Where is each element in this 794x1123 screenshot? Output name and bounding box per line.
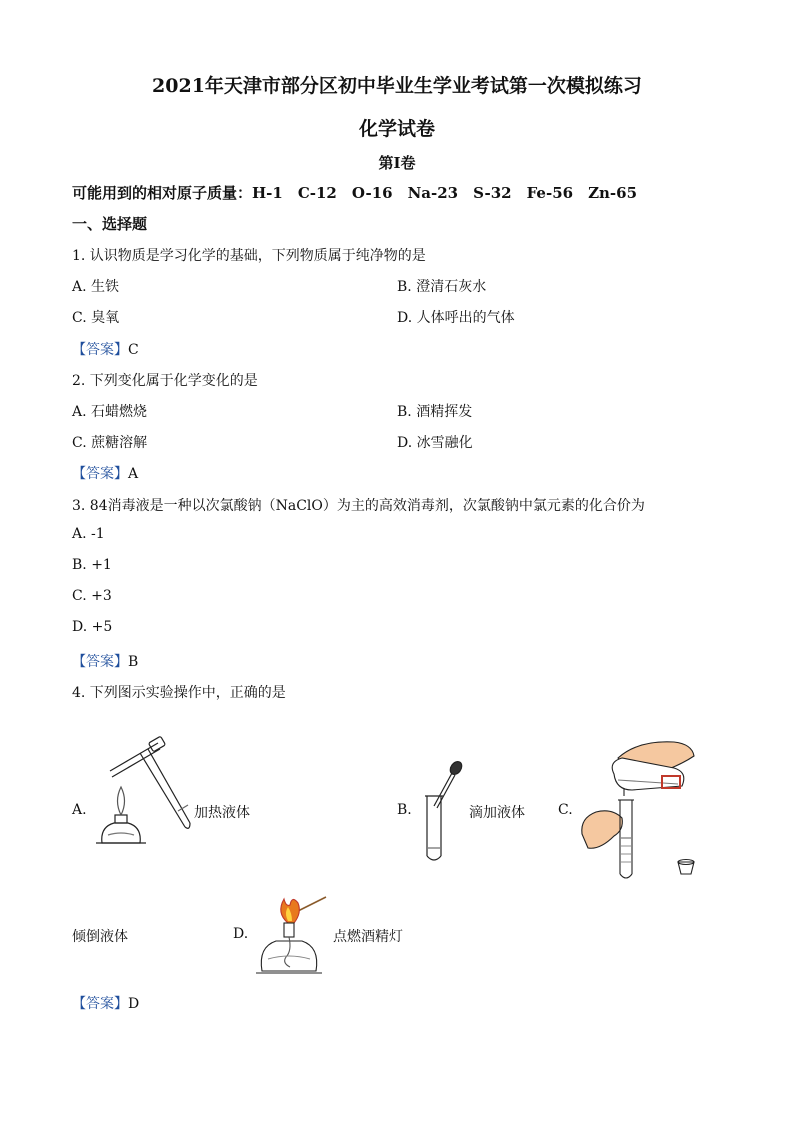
question-4-option-a-letter: A.: [72, 802, 87, 818]
question-2-option-a: A. 石蜡燃烧: [72, 404, 148, 420]
question-3-option-c: C. +3: [72, 588, 112, 604]
volume-label: 第Ⅰ卷: [378, 154, 416, 172]
question-4-option-a-caption: 加热液体: [194, 805, 250, 821]
question-1-answer: [72, 339, 139, 359]
question-4-option-b-caption: 滴加液体: [469, 805, 525, 821]
question-1-option-a: A. 生铁: [72, 279, 120, 295]
question-1-stem: 1. 认识物质是学习化学的基础，下列物质属于纯净物的是: [72, 248, 426, 264]
answer-label: 【答案】: [72, 654, 128, 670]
question-3-option-d: D. +5: [72, 619, 113, 635]
paper-subtitle: 化学试卷: [358, 118, 435, 140]
question-1-option-c: C. 臭氧: [72, 310, 120, 326]
question-4-option-d-letter: D.: [233, 926, 249, 942]
question-3-option-a: A. -1: [72, 526, 105, 542]
answer-label: 【答案】: [72, 466, 128, 482]
question-4-stem: 4. 下列图示实验操作中，正确的是: [72, 685, 286, 701]
answer-value: A: [128, 466, 139, 482]
question-2-option-c: C. 蔗糖溶解: [72, 435, 148, 451]
question-4-answer: [72, 993, 139, 1013]
atomic-mass-line: 可能用到的相对原子质量：H-1 C-12 O-16 Na-23 S-32 Fe-56 Zn-65: [72, 184, 638, 202]
question-2-stem: 2. 下列变化属于化学变化的是: [72, 373, 258, 389]
answer-label: 【答案】: [72, 342, 128, 358]
question-4-option-c-letter: C.: [558, 802, 573, 818]
pouring-liquid-illustration: [578, 738, 718, 883]
question-1-option-b: B. 澄清石灰水: [397, 279, 487, 295]
dropping-liquid-illustration: [418, 760, 468, 865]
answer-value: D: [128, 996, 140, 1012]
question-3-option-b: B. +1: [72, 557, 112, 573]
answer-label: 【答案】: [72, 996, 128, 1012]
section-heading: 一、选择题: [72, 215, 148, 233]
answer-value: B: [128, 654, 139, 670]
question-2-answer: [72, 463, 138, 483]
question-4-option-c-caption: 倾倒液体: [72, 929, 128, 945]
question-3-stem: 3. 84消毒液是一种以次氯酸钠（NaClO）为主的高效消毒剂，次氯酸钠中氯元素的化合价为: [72, 498, 645, 514]
heating-liquid-illustration: [92, 735, 192, 865]
question-1-option-d: D. 人体呼出的气体: [397, 310, 515, 326]
lighting-lamp-illustration: [254, 893, 330, 981]
question-4-option-d-caption: 点燃酒精灯: [333, 929, 403, 945]
answer-value: C: [128, 342, 139, 358]
question-2-option-b: B. 酒精挥发: [397, 404, 473, 420]
exam-title: 2021年天津市部分区初中毕业生学业考试第一次模拟练习: [152, 75, 642, 97]
question-4-option-b-letter: B.: [397, 802, 412, 818]
question-3-answer: [72, 651, 138, 671]
question-2-option-d: D. 冰雪融化: [397, 435, 473, 451]
